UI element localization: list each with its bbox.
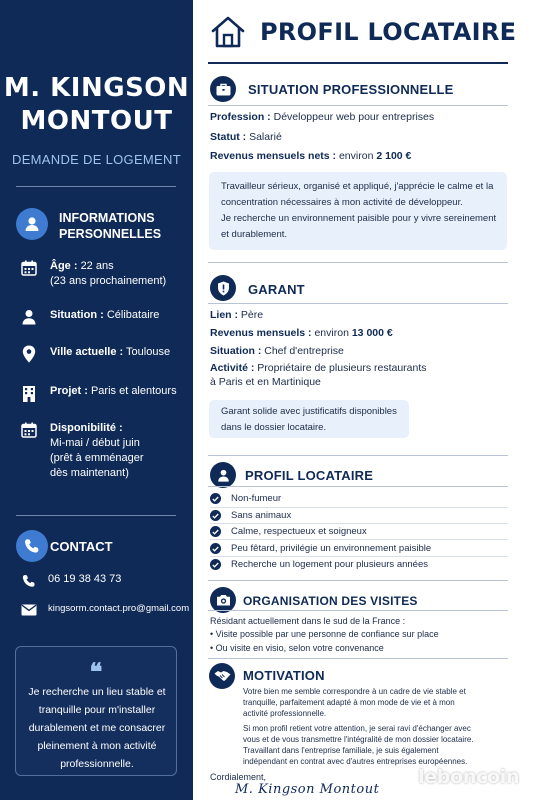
calendar-icon bbox=[20, 421, 38, 439]
check-icon bbox=[210, 526, 221, 537]
section-rule bbox=[208, 455, 508, 456]
motivation-paragraph-2 bbox=[243, 723, 474, 767]
availability-line-4: dès maintenant) bbox=[50, 467, 129, 479]
watermark-logo: leboncoin bbox=[418, 766, 520, 788]
contact-heading: CONTACT bbox=[50, 539, 113, 554]
info-city-text bbox=[50, 345, 190, 360]
visites-bullet bbox=[210, 642, 384, 654]
shield-icon bbox=[210, 275, 236, 301]
quote-mark-icon: ❝ bbox=[89, 657, 103, 686]
motivation-line: tranquille, parfaitement adapté à mon mode de vie et à mon bbox=[243, 698, 455, 707]
project-label: Projet : bbox=[50, 385, 88, 397]
profession-label: Profession : bbox=[210, 111, 271, 123]
signature: M. Kingson Montout bbox=[235, 782, 380, 797]
field-garant-revenus bbox=[210, 326, 393, 340]
sidebar bbox=[0, 0, 193, 800]
page-title: PROFIL LOCATAIRE bbox=[260, 18, 517, 46]
garant-activite-line-2: à Paris et en Martinique bbox=[210, 376, 321, 388]
motivation-line: Si mon profil retient votre attention, je serai ravi d'échanger avec bbox=[243, 724, 471, 733]
city-label: Ville actuelle : bbox=[50, 346, 124, 358]
calendar-icon bbox=[20, 259, 38, 277]
note-line: Travailleur sérieux, organisé et appliqué, j'apprécie le calme et la bbox=[221, 181, 494, 192]
check-icon bbox=[210, 510, 221, 521]
project-value: Paris et alentours bbox=[90, 385, 177, 397]
name-line-2: MONTOUT bbox=[20, 106, 173, 136]
profil-item-text: Calme, respectueux et soigneux bbox=[231, 526, 367, 537]
person-circle-icon bbox=[210, 462, 236, 488]
situation-note bbox=[209, 172, 507, 250]
envelope-icon bbox=[20, 601, 38, 619]
section-rule bbox=[208, 580, 508, 581]
garant-activite-label: Activité : bbox=[210, 362, 255, 374]
revenus-label: Revenus mensuels nets : bbox=[210, 150, 337, 162]
motivation-line: indépendant en contrat avec d'autres entreprises européennes. bbox=[243, 757, 468, 766]
visites-bullet-text: Visite possible par une personne de confiance sur place bbox=[215, 629, 439, 639]
info-situation-text bbox=[50, 308, 190, 323]
item-divider bbox=[210, 556, 508, 557]
title-rule bbox=[208, 62, 508, 64]
info-age-text bbox=[50, 259, 190, 289]
statut-value: Salarié bbox=[249, 131, 282, 143]
profil-item-text: Non-fumeur bbox=[231, 493, 282, 504]
name-line-1: M. KINGSON bbox=[3, 73, 190, 103]
motivation-paragraph-1 bbox=[243, 686, 466, 719]
section-rule bbox=[208, 105, 508, 106]
applicant-name bbox=[0, 72, 193, 138]
garant-situation-label: Situation : bbox=[210, 345, 262, 357]
item-divider bbox=[210, 507, 508, 508]
person-icon bbox=[20, 308, 38, 326]
handshake-icon bbox=[209, 663, 235, 689]
garant-revenus-prefix: environ bbox=[314, 327, 349, 339]
availability-line-2: Mi-mai / début juin bbox=[50, 437, 140, 449]
lien-value: Père bbox=[240, 309, 264, 321]
phone-circle-icon bbox=[16, 530, 48, 562]
lien-label: Lien : bbox=[210, 309, 238, 321]
visites-bullet-text: Ou visite en visio, selon votre convenance bbox=[215, 643, 384, 653]
info-availability-text bbox=[50, 421, 190, 481]
section-heading-garant: GARANT bbox=[248, 282, 305, 297]
revenus-prefix: environ bbox=[338, 150, 374, 162]
user-circle-icon bbox=[16, 208, 48, 240]
house-icon bbox=[210, 14, 246, 50]
age-label: Âge : bbox=[50, 260, 78, 272]
profession-value: Développeur web pour entreprises bbox=[273, 111, 435, 123]
section-rule bbox=[208, 610, 508, 611]
garant-note bbox=[209, 400, 409, 438]
availability-line-3: (prêt à emménager bbox=[50, 452, 144, 464]
note-line: Je recherche un environnement paisible pour y vivre sereinement bbox=[221, 213, 497, 224]
bullet-icon: • bbox=[210, 629, 216, 639]
field-lien bbox=[210, 308, 263, 322]
section-heading-visites: ORGANISATION DES VISITES bbox=[243, 594, 418, 608]
section-rule bbox=[208, 262, 508, 263]
quote-text: Je recherche un lieu stable et tranquille pour m'installer durablement et me consacrer pleinement à mon activité professionnelle. bbox=[28, 686, 166, 770]
profil-item-text: Recherche un logement pour plusieurs années bbox=[231, 559, 428, 570]
profil-item-text: Sans animaux bbox=[231, 510, 292, 521]
field-revenus bbox=[210, 149, 411, 163]
personal-info-heading bbox=[59, 210, 161, 242]
item-divider bbox=[210, 523, 508, 524]
field-garant-situation bbox=[210, 344, 344, 358]
info-project-text bbox=[50, 384, 190, 399]
motivation-line: activité professionnelle. bbox=[243, 709, 327, 718]
location-pin-icon bbox=[20, 345, 38, 363]
situation-label: Situation : bbox=[50, 309, 104, 321]
quote-box bbox=[15, 646, 177, 776]
sidebar-divider bbox=[16, 186, 176, 187]
briefcase-icon bbox=[210, 76, 236, 102]
email-address[interactable]: kingsorm.contact.pro@gmail.com bbox=[48, 603, 190, 614]
building-icon bbox=[20, 384, 38, 402]
note-line: Garant solide avec justificatifs disponibles bbox=[221, 406, 397, 417]
section-heading-situation: SITUATION PROFESSIONNELLE bbox=[248, 82, 454, 97]
field-garant-activite bbox=[210, 361, 427, 389]
motivation-line: vous et de vous transmettre l'intégralité de mon dossier locataire. bbox=[243, 735, 474, 744]
personal-info-heading-line-1: INFORMATIONS bbox=[59, 211, 155, 225]
motivation-line: Votre bien me semble correspondre à un cadre de vie stable et bbox=[243, 687, 466, 696]
section-rule bbox=[208, 658, 508, 659]
phone-number[interactable]: 06 19 38 43 73 bbox=[48, 573, 122, 585]
personal-info-heading-line-2: PERSONNELLES bbox=[59, 227, 162, 241]
motivation-line: Travaillant dans l'entreprise familiale, je suis également bbox=[243, 746, 439, 755]
note-line: dans le dossier locataire. bbox=[221, 422, 327, 433]
bullet-icon: • bbox=[210, 643, 216, 653]
garant-revenus-label: Revenus mensuels : bbox=[210, 327, 312, 339]
garant-activite-value: Propriétaire de plusieurs restaurants bbox=[257, 362, 427, 374]
section-heading-motivation: MOTIVATION bbox=[243, 668, 325, 683]
section-heading-profil: PROFIL LOCATAIRE bbox=[245, 468, 374, 483]
garant-revenus-value: 13 000 € bbox=[351, 327, 393, 339]
check-icon bbox=[210, 493, 221, 504]
section-rule bbox=[208, 303, 508, 304]
statut-label: Statut : bbox=[210, 131, 247, 143]
age-value: 22 ans bbox=[80, 260, 114, 272]
city-value: Toulouse bbox=[126, 346, 171, 358]
item-divider bbox=[210, 539, 508, 540]
section-rule bbox=[208, 486, 508, 487]
phone-icon bbox=[20, 572, 38, 590]
note-line: et durablement. bbox=[221, 229, 288, 240]
situation-note-text bbox=[221, 179, 496, 243]
field-profession bbox=[210, 110, 434, 124]
availability-label: Disponibilité : bbox=[50, 422, 123, 434]
profil-item-text: Peu fêtard, privilégie un environnement paisible bbox=[231, 543, 432, 554]
age-extra: (23 ans prochainement) bbox=[50, 275, 167, 287]
visites-intro: Résidant actuellement dans le sud de la France : bbox=[210, 616, 406, 626]
garant-note-text bbox=[221, 404, 397, 436]
sidebar-divider bbox=[16, 515, 176, 516]
revenus-value: 2 100 € bbox=[376, 150, 412, 162]
check-icon bbox=[210, 559, 221, 570]
check-icon bbox=[210, 543, 221, 554]
garant-situation-value: Chef d'entreprise bbox=[264, 345, 344, 357]
field-statut bbox=[210, 130, 282, 144]
situation-value: Célibataire bbox=[106, 309, 160, 321]
closing-text: Cordialement, bbox=[210, 772, 267, 782]
note-line: concentration nécessaires à mon activité de développeur. bbox=[221, 197, 463, 208]
document-subtitle: DEMANDE DE LOGEMENT bbox=[12, 152, 181, 167]
visites-bullet bbox=[210, 628, 439, 640]
